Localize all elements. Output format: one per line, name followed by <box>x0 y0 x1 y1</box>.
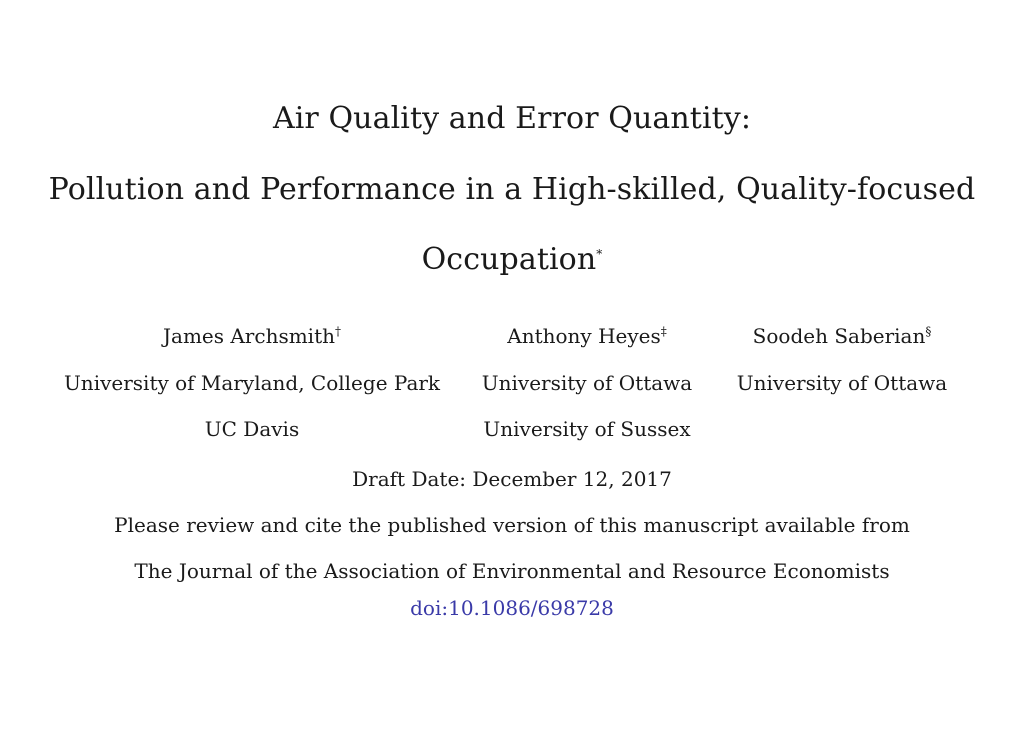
author-name: James Archsmith <box>163 324 335 348</box>
author-name-row <box>52 326 452 346</box>
author-name: Anthony Heyes <box>507 324 661 348</box>
author-affiliation: University of Sussex <box>483 417 691 441</box>
author-footnote-mark: § <box>925 324 932 339</box>
publication-notice-line-1: Please review and cite the published version of this manuscript available from <box>114 513 910 537</box>
author-footnote-mark: † <box>335 324 341 339</box>
doi-row <box>0 598 1024 618</box>
publication-notice-line-2: The Journal of the Association of Environmental and Resource Economists <box>134 559 890 583</box>
author-affiliation: University of Ottawa <box>736 371 948 395</box>
doi-link[interactable]: doi:10.1086/698728 <box>410 596 614 620</box>
title-line-3-text: Occupation <box>421 242 597 277</box>
title-footnote-mark: * <box>596 247 603 261</box>
title-line-2: Pollution and Performance in a High-skilled, Quality-focused <box>48 172 976 207</box>
title-line-3 <box>0 242 1024 277</box>
author-footnote-mark: ‡ <box>660 324 667 339</box>
author-affiliation: UC Davis <box>204 417 300 441</box>
author-name: Soodeh Saberian <box>752 324 926 348</box>
author-affiliation: University of Ottawa <box>481 371 693 395</box>
title-line-1: Air Quality and Error Quantity: <box>272 101 752 136</box>
author-affiliation: University of Maryland, College Park <box>63 371 441 395</box>
author-name-row <box>722 326 962 346</box>
author-name-row <box>462 326 712 346</box>
draft-date: Draft Date: December 12, 2017 <box>352 467 672 491</box>
